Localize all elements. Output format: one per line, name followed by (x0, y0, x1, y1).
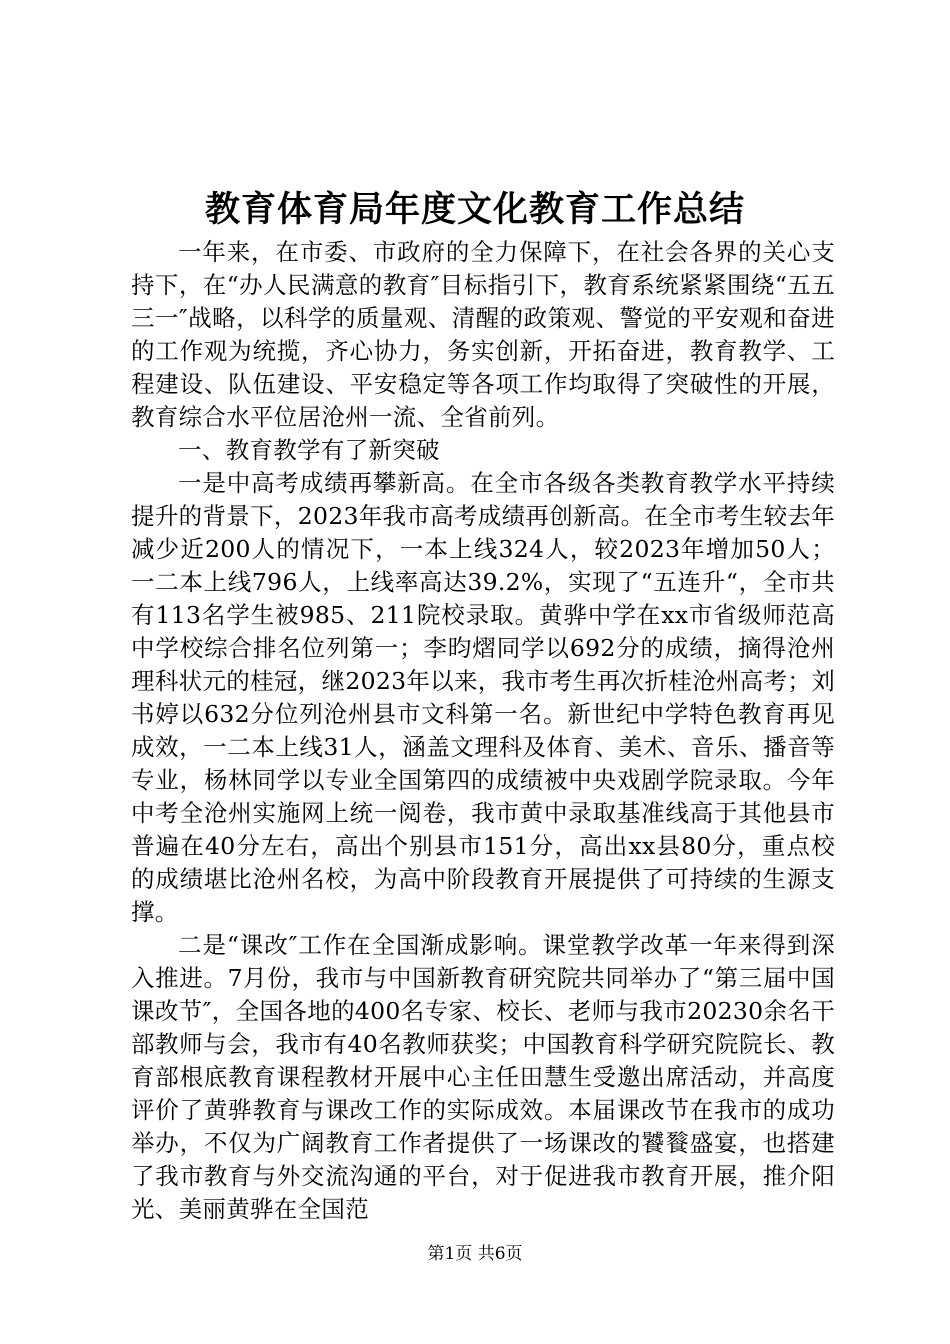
paragraph-exam-results: 一是中高考成绩再攀新高。在全市各级各类教育教学水平持续提升的背景下，2023年我市高考成绩再创新高。在全市考生较去年减少近200人的情况下，一本上线324人，较2023年增加50人；一二本上线796人，上线率高达39.2%，实现了“五连升“，全市共有113名学生被985、211院校录取。黄骅中学在xx市省级师范高中学校综合排名位列第一；李昀熠同学以692分的成绩，摘得沧州理科状元的桂冠，继2023年以来，我市考生再次折桂沧州高考；刘书婷以632分位列沧州县市文科第一名。新世纪中学特色教育再见成效，一二本上线31人，涵盖文理科及体育、美术、音乐、播音等专业，杨林同学以专业全国第四的成绩被中央戏剧学院录取。今年中考全沧州实施网上统一阅卷，我市黄中录取基准线高于其他县市普遍在40分左右，高出个别县市151分，高出xx县80分，重点校的成绩堪比沧州名校，为高中阶段教育开展提供了可持续的生源支撑。 (131, 469, 835, 926)
document-title: 教育体育局年度文化教育工作总结 (204, 189, 745, 230)
paragraph-curriculum-reform: 二是“课改″工作在全国渐成影响。课堂教学改革一年来得到深入推进。7月份，我市与中国新教育研究院共同举办了“第三届中国课改节″，全国各地的400名专家、校长、老师与我市20230余名干部教师与会，我市有40名教师获奖；中国教育科学研究院院长、教育部根底教育课程教材开展中心主任田慧生受邀出席活动，并高度评价了黄骅教育与课改工作的实际成效。本届课改节在我市的成功举办，不仅为广阔教育工作者提供了一场课改的饕餮盛宴，也搭建了我市教育与外交流沟通的平台，对于促进我市教育开展，推介阳光、美丽黄骅在全国范 (131, 931, 835, 1223)
section-heading: 一、教育教学有了新突破 (178, 436, 440, 464)
paragraph-intro: 一年来，在市委、市政府的全力保障下，在社会各界的关心支持下，在“办人民满意的教育″目标指引下，教育系统紧紧围绕“五五三一″战略，以科学的质量观、清醒的政策观、警觉的平安观和奋进的工作观为统揽，齐心协力，务实创新，开拓奋进，教育教学、工程建设、队伍建设、平安稳定等各项工作均取得了突破性的开展，教育综合水平位居沧州一流、全省前列。 (131, 238, 835, 431)
page-number-footer: 第1页 共6页 (427, 1244, 523, 1264)
document-body (131, 236, 835, 1226)
